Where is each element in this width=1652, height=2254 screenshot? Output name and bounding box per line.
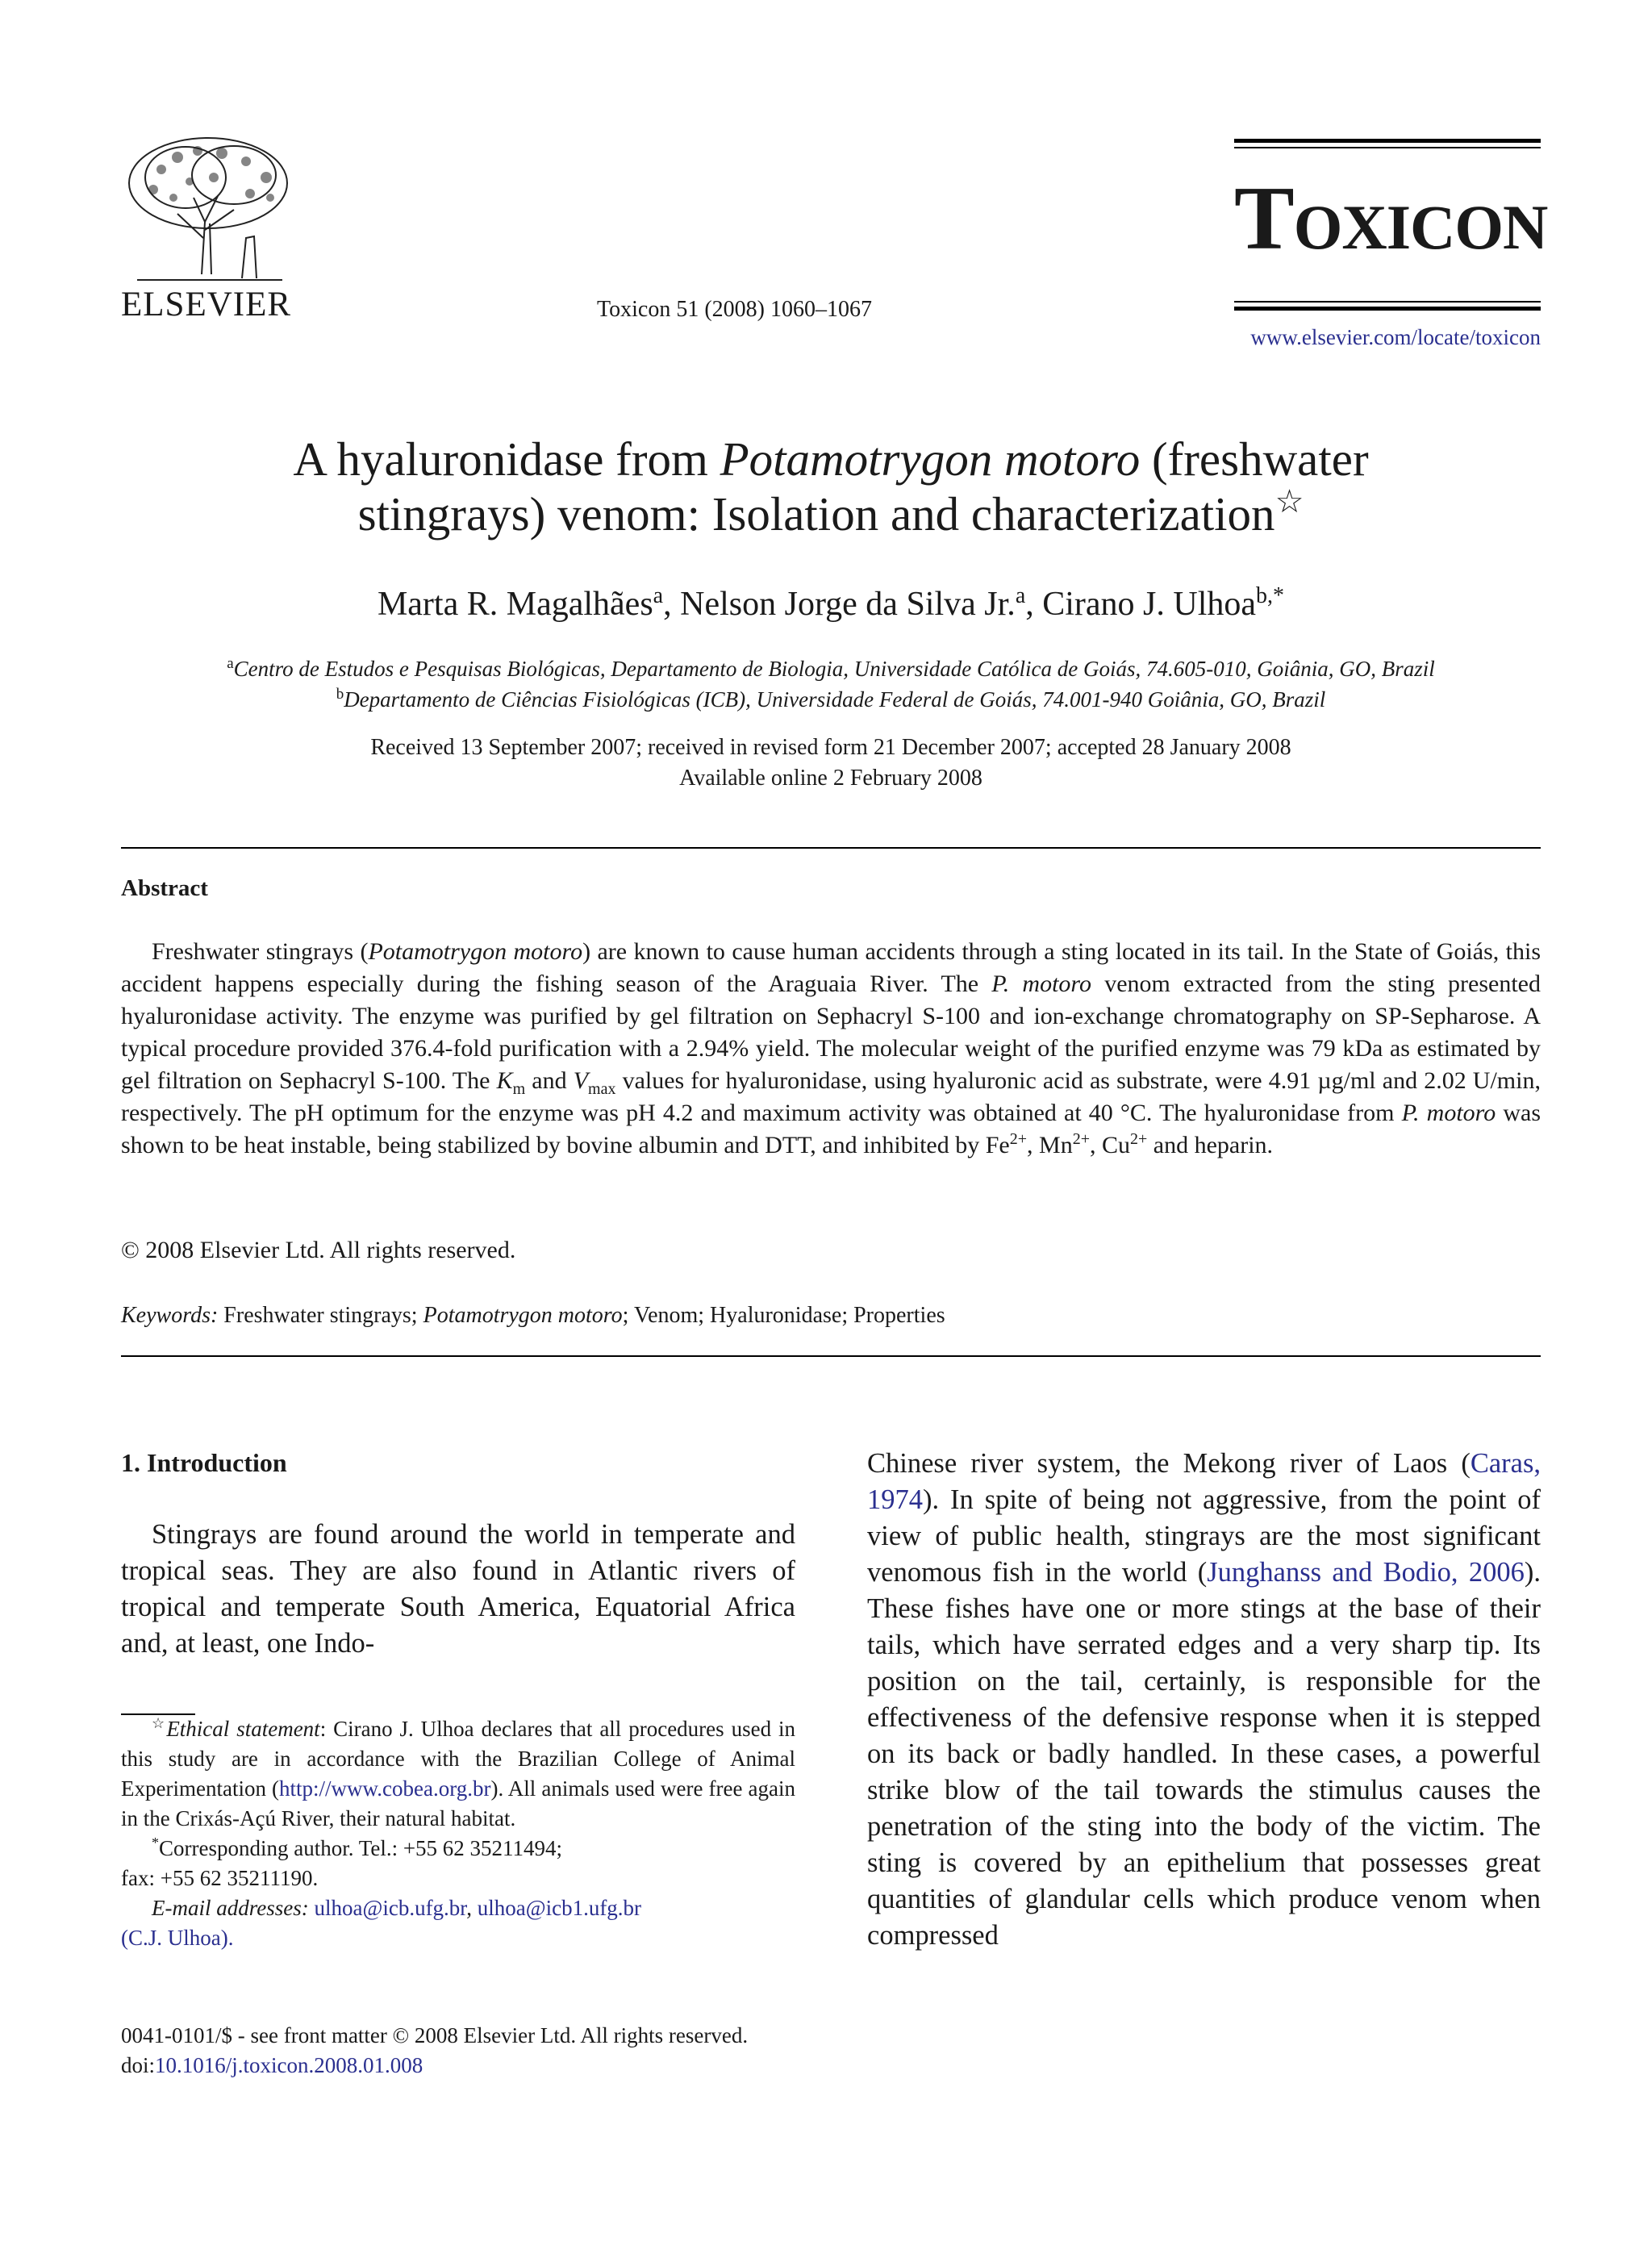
affiliation-text: Centro de Estudos e Pesquisas Biológicas, Departamento de Biologia, Universidade Católica de Goiás, 74.605-010, Goiânia, GO, Brazil (233, 657, 1435, 681)
footnote-text: Corresponding author. Tel.: +55 62 35211494; (159, 1836, 563, 1860)
divider-bottom (121, 1355, 1541, 1357)
title-part1: A hyaluronidase from (293, 432, 720, 486)
header-rule-bottom (1234, 307, 1541, 311)
citation-link[interactable]: Caras, 1974 (867, 1448, 1541, 1515)
abstract-text: and (525, 1067, 574, 1094)
author-separator: , (1025, 586, 1043, 623)
title-species: Potamotrygon motoro (720, 432, 1141, 486)
footnote-star-icon: ☆ (152, 1715, 167, 1731)
footnote-corresponding (121, 1834, 795, 1864)
title-line2: stingrays) venom: Isolation and characterization (357, 487, 1275, 541)
abstract-text: was shown to be heat instable, being stabilized by bovine albumin and DTT, and inhibited by Fe (121, 1100, 1541, 1158)
author-name: Nelson Jorge da Silva Jr. (680, 586, 1016, 623)
article-dates (121, 733, 1541, 794)
email-label: E-mail addresses: (152, 1896, 309, 1920)
header-rule-bottom-thin (1234, 301, 1541, 303)
email-link[interactable]: ulhoa@icb1.ufg.br (477, 1896, 642, 1920)
abstract-text: , Mn (1027, 1132, 1073, 1158)
abstract-text: values for hyaluronidase, using hyaluronic acid as substrate, were 4.91 µg/ml and 2.02 U/min, respectively. The pH optimum for the enzyme was pH 4.2 and maximum activity was obtained at 40 °C. The hyaluronidase from (121, 1067, 1541, 1126)
intro-right-column (867, 1446, 1541, 1954)
author-affil-mark[interactable]: a (653, 583, 664, 608)
footnote-ethical (121, 1714, 795, 1834)
journal-title-initial: T (1234, 169, 1294, 269)
keywords (121, 1303, 945, 1329)
ion-charge: 2+ (1130, 1130, 1148, 1148)
km-symbol: K (496, 1067, 513, 1094)
keywords-species: Potamotrygon motoro (423, 1303, 623, 1328)
affiliation-item (121, 653, 1541, 684)
affiliation-text: Departamento de Ciências Fisiológicas (ICB), Universidade Federal de Goiás, 74.001-940 Goiânia, GO, Brazil (344, 687, 1326, 712)
km-subscript: m (512, 1080, 526, 1098)
ion-charge: 2+ (1072, 1130, 1090, 1148)
available-online: Available online 2 February 2008 (679, 766, 982, 791)
divider-top (121, 847, 1541, 849)
abstract-copyright: © 2008 Elsevier Ltd. All rights reserved. (121, 1237, 516, 1263)
doi-line (121, 2051, 748, 2081)
abstract-text: and heparin. (1147, 1132, 1274, 1158)
vmax-symbol: V (573, 1067, 589, 1094)
title-part2: (freshwater (1140, 432, 1369, 486)
cobea-link[interactable]: http://www.cobea.org.br (279, 1776, 491, 1801)
citation-link[interactable]: Junghanss and Bodio, 2006 (1207, 1557, 1525, 1588)
email-separator: , (466, 1896, 478, 1920)
journal-url-link[interactable]: www.elsevier.com/locate/toxicon (1250, 325, 1541, 349)
abstract-text: venom extracted from the sting presented hyaluronidase activity. The enzyme was purified by gel filtration on Sephacryl S-100 and ion-exchange chromatography on SP-Sepharose. A typical procedure provided 376.4-fold purification with a 2.94% yield. The molecular weight of the purified enzyme was 79 kDa as estimated by gel filtration on Sephacryl S-100. The (121, 970, 1541, 1094)
abstract-text: ) are known to cause human accidents through a sting located in its tail. In the State of Goiás, this accident happens especially during the fishing season of the Araguaia River. The (121, 938, 1541, 997)
footnotes (121, 1714, 795, 1953)
abstract-species: P. motoro (1401, 1100, 1496, 1126)
footnote-text: ). All animals used were free again in the Crixás-Açú River, their natural habitat. (121, 1776, 795, 1830)
affiliations (121, 653, 1541, 715)
journal-citation: Toxicon 51 (2008) 1060–1067 (597, 297, 873, 322)
keywords-text: Freshwater stingrays; (218, 1303, 423, 1328)
publisher-name: ELSEVIER (121, 286, 292, 323)
header-rule-top-thin (1234, 147, 1541, 148)
keywords-text: ; Venom; Hyaluronidase; Properties (622, 1303, 945, 1328)
abstract-text: , Cu (1089, 1132, 1130, 1158)
affiliation-item (121, 684, 1541, 715)
doi-link[interactable]: 10.1016/j.toxicon.2008.01.008 (155, 2053, 423, 2077)
abstract-body (121, 936, 1541, 1162)
ion-charge: 2+ (1009, 1130, 1028, 1148)
article-title (121, 432, 1541, 541)
journal-title (1234, 169, 1548, 269)
abstract-species: Potamotrygon motoro (368, 938, 583, 965)
author-separator: , (663, 586, 681, 623)
abstract-text: Freshwater stingrays ( (152, 938, 369, 965)
vmax-subscript: max (588, 1080, 616, 1098)
footnote-asterisk: * (152, 1835, 159, 1851)
intro-text: ). In spite of being not aggressive, from the point of view of public health, stingrays are the most significant venomous fish in the world ( (867, 1484, 1541, 1588)
affiliation-mark: b (336, 686, 344, 703)
abstract-heading: Abstract (121, 875, 208, 901)
journal-title-rest: OXICON (1293, 192, 1548, 262)
author-name: Cirano J. Ulhoa (1042, 586, 1257, 623)
tree-logo-icon (121, 133, 294, 282)
footnote-text: : Cirano J. Ulhoa declares that all procedures used in this study are in accordance with the Brazilian College of Animal Experimentation ( (121, 1717, 795, 1801)
keywords-label: Keywords: (121, 1303, 219, 1328)
author-name: Marta R. Magalhães (377, 586, 653, 623)
front-matter-line: 0041-0101/$ - see front matter © 2008 Elsevier Ltd. All rights reserved. (121, 2023, 749, 2047)
title-footnote-star-icon[interactable]: ☆ (1274, 483, 1304, 520)
author-affil-mark[interactable]: a (1015, 583, 1026, 608)
intro-left-column: Stingrays are found around the world in temperate and tropical seas. They are also found in Atlantic rivers of tropical and temperate South America, Equatorial Africa and, at least, one Indo- (121, 1519, 795, 1659)
footnote-emails (121, 1893, 795, 1923)
email-link[interactable]: ulhoa@icb.ufg.br (314, 1896, 467, 1920)
doi-label: doi: (121, 2053, 156, 2077)
intro-text: Chinese river system, the Mekong river of Laos ( (867, 1448, 1471, 1479)
abstract-species: P. motoro (991, 970, 1091, 997)
author-affil-mark[interactable]: b,* (1256, 583, 1285, 608)
header-rule-top (1234, 139, 1541, 143)
intro-text: ). These fishes have one or more stings at the base of their tails, which have serrated edges and a very sharp tip. Its position on the tail, certainly, is responsible for the effectiveness of the defensive response when it is stepped on its back or badly handled. In these cases, a powerful strike blow of the tail towards the stimulus causes the penetration of the sting into the body of the victim. The sting is covered by an epithelium that possesses great quantities of glandular cells which produce venom when compressed (867, 1557, 1541, 1951)
section-heading-introduction: 1. Introduction (121, 1448, 287, 1477)
footnote-fax: fax: +55 62 35211190. (121, 1866, 319, 1890)
bottom-matter (121, 2021, 748, 2081)
author-list (121, 585, 1541, 624)
received-dates: Received 13 September 2007; received in revised form 21 December 2007; accepted 28 January 2008 (370, 735, 1291, 760)
email-owner: (C.J. Ulhoa). (121, 1926, 234, 1950)
affiliation-mark: a (227, 655, 234, 672)
footnote-label: Ethical statement (166, 1717, 320, 1741)
